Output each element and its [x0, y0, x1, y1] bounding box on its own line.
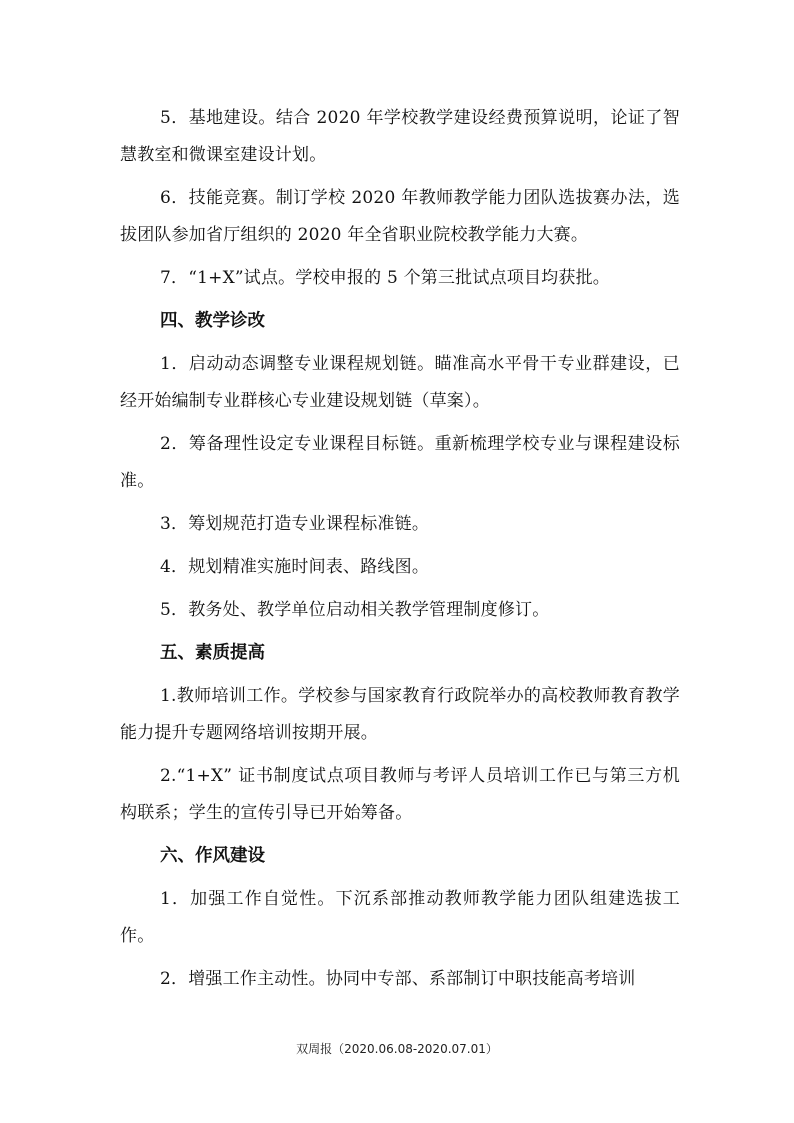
paragraph-1x-pilot: 7．“1+X”试点。学校申报的 5 个第三批试点项目均获批。 — [160, 268, 610, 288]
list-item: 2．增强工作主动性。协同中专部、系部制订中职技能高考培训 — [160, 969, 636, 989]
list-item: 1．加强工作自觉性。下沉系部推动教师教学能力团队组建选拔工作。 — [120, 889, 680, 946]
list-item: 2．筹备理性设定专业课程目标链。重新梳理学校专业与课程建设标准。 — [120, 434, 680, 491]
list-item: 1.教师培训工作。学校参与国家教育行政院举办的高校教师教育教学能力提升专题网络培训按期开展。 — [120, 686, 680, 743]
list-item: 2.“1+X” 证书制度试点项目教师与考评人员培训工作已与第三方机构联系；学生的宣传引导已开始筹备。 — [120, 766, 680, 823]
section-heading-teaching-diagnosis: 四、教学诊改 — [160, 311, 265, 331]
paragraph-base-construction: 5．基地建设。结合 2020 年学校教学建设经费预算说明，论证了智慧教室和微课室建设计划。 — [120, 108, 680, 165]
list-item: 3．筹划规范打造专业课程标准链。 — [160, 514, 430, 534]
list-item: 4．规划精准实施时间表、路线图。 — [160, 557, 430, 577]
page-footer: 双周报（2020.06.08-2020.07.01） — [296, 1042, 498, 1056]
list-item: 1．启动动态调整专业课程规划链。瞄准高水平骨干专业群建设，已经开始编制专业群核心专业建设规划链（草案）。 — [120, 354, 680, 411]
section-heading-quality-improvement: 五、素质提高 — [160, 643, 265, 663]
paragraph-skills-competition: 6．技能竞赛。制订学校 2020 年教师教学能力团队选拔赛办法，选拔团队参加省厅组织的 2020 年全省职业院校教学能力大赛。 — [120, 188, 680, 245]
list-item: 5．教务处、教学单位启动相关教学管理制度修订。 — [160, 600, 550, 620]
document-body — [120, 100, 680, 1004]
section-heading-work-style: 六、作风建设 — [160, 846, 265, 866]
